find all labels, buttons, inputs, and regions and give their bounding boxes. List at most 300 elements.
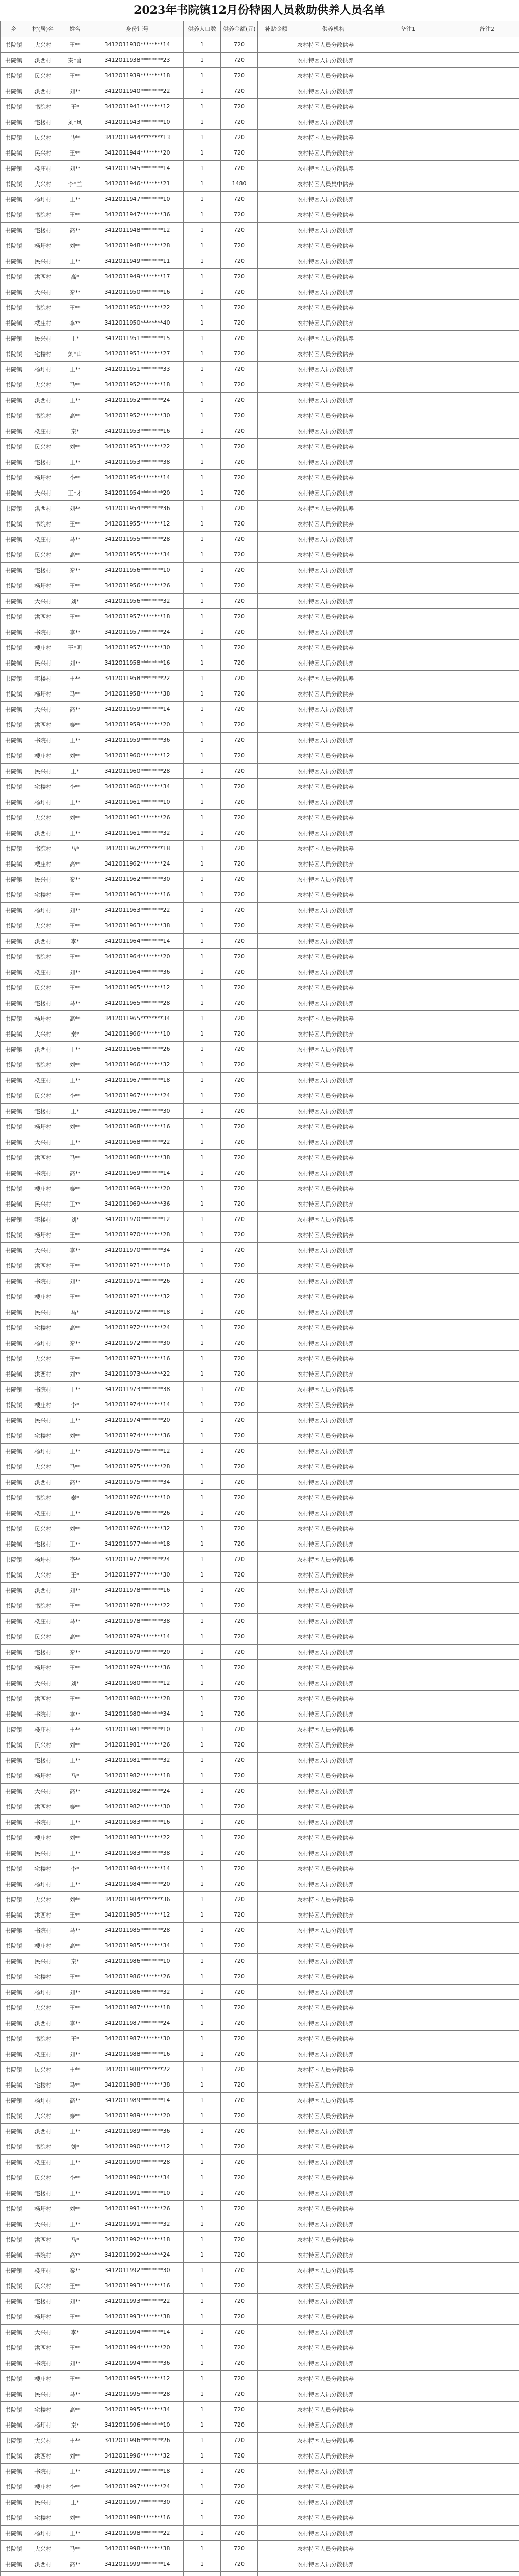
cell-remark-2 [444, 1505, 519, 1521]
cell-remark-1 [372, 624, 444, 640]
cell-remark-1 [372, 1382, 444, 1397]
cell-town: 书院镇 [1, 578, 27, 594]
cell-amount: 720 [221, 578, 258, 594]
cell-remark-1 [372, 393, 444, 408]
cell-subsidy [258, 2572, 295, 2576]
cell-amount: 720 [221, 1845, 258, 1861]
cell-town: 书院镇 [1, 995, 27, 1011]
cell-subsidy [258, 949, 295, 964]
cell-amount: 720 [221, 2062, 258, 2077]
cell-remark-2 [444, 114, 519, 130]
cell-village: 宅楼村 [27, 887, 59, 903]
table-row [1, 2278, 519, 2294]
cell-remark-2 [444, 810, 519, 825]
cell-id-number: 3412011956********32 [91, 594, 184, 609]
column-header: 补贴金额 [258, 21, 295, 37]
cell-remark-2 [444, 408, 519, 423]
cell-subsidy [258, 2263, 295, 2278]
cell-subsidy [258, 918, 295, 934]
cell-subsidy [258, 1444, 295, 1459]
table-row [1, 1861, 519, 1876]
cell-village: 楼庄村 [27, 1830, 59, 1845]
column-header: 乡 [1, 21, 27, 37]
cell-id-number: 3412011987********30 [91, 2031, 184, 2046]
cell-remark-1 [372, 1088, 444, 1104]
cell-village: 杨圩村 [27, 2526, 59, 2541]
table-row [1, 2263, 519, 2278]
cell-subsidy [258, 1954, 295, 1969]
cell-remark-2 [444, 903, 519, 918]
cell-remark-1 [372, 1212, 444, 1227]
cell-amount: 720 [221, 794, 258, 810]
table-row [1, 1165, 519, 1181]
cell-subsidy [258, 454, 295, 470]
cell-remark-2 [444, 315, 519, 331]
cell-remark-1 [372, 1104, 444, 1119]
cell-remark-2 [444, 733, 519, 748]
cell-amount: 720 [221, 1567, 258, 1583]
cell-persons: 1 [184, 1227, 221, 1243]
cell-institution: 农村特困人员分散供养 [295, 2108, 372, 2124]
cell-remark-2 [444, 1289, 519, 1304]
cell-remark-2 [444, 269, 519, 284]
cell-remark-2 [444, 671, 519, 686]
cell-institution: 农村特困人员分散供养 [295, 1737, 372, 1753]
cell-village: 杨圩村 [27, 362, 59, 377]
table-row [1, 2309, 519, 2325]
cell-remark-1 [372, 594, 444, 609]
table-row [1, 1351, 519, 1366]
cell-institution: 农村特困人员分散供养 [295, 1691, 372, 1706]
cell-id-number: 3412011984********36 [91, 1892, 184, 1907]
cell-village: 宅楼村 [27, 1104, 59, 1119]
cell-village: 楼庄村 [27, 2479, 59, 2495]
cell-town: 书院镇 [1, 2433, 27, 2448]
cell-village: 大兴村 [27, 1243, 59, 1258]
cell-persons: 1 [184, 1413, 221, 1428]
cell-subsidy [258, 1645, 295, 1660]
cell-persons: 1 [184, 1304, 221, 1320]
cell-town: 书院镇 [1, 192, 27, 207]
cell-remark-1 [372, 903, 444, 918]
cell-remark-2 [444, 377, 519, 393]
cell-id-number: 3412011957********24 [91, 624, 184, 640]
cell-id-number: 3412011991********26 [91, 2201, 184, 2216]
cell-amount: 720 [221, 2108, 258, 2124]
cell-persons: 1 [184, 1583, 221, 1598]
cell-institution: 农村特困人员分散供养 [295, 779, 372, 794]
cell-institution: 农村特困人员分散供养 [295, 640, 372, 655]
cell-remark-1 [372, 269, 444, 284]
cell-amount: 720 [221, 2185, 258, 2201]
cell-id-number: 3412011999********14 [91, 2556, 184, 2572]
cell-remark-1 [372, 130, 444, 145]
table-row [1, 423, 519, 439]
cell-subsidy [258, 1567, 295, 1583]
cell-amount: 720 [221, 532, 258, 547]
cell-remark-1 [372, 1227, 444, 1243]
cell-name: 高** [59, 702, 91, 717]
cell-persons: 1 [184, 1722, 221, 1737]
cell-institution: 农村特困人员分散供养 [295, 1598, 372, 1614]
cell-remark-2 [444, 1691, 519, 1706]
cell-persons: 1 [184, 547, 221, 563]
cell-town: 书院镇 [1, 485, 27, 501]
cell-amount: 720 [221, 2124, 258, 2139]
cell-subsidy [258, 192, 295, 207]
cell-name: 刘** [59, 439, 91, 454]
cell-institution: 农村特困人员分散供养 [295, 2247, 372, 2263]
cell-name: 刘** [59, 2201, 91, 2216]
cell-id-number: 3412011959********20 [91, 717, 184, 733]
cell-subsidy [258, 2340, 295, 2355]
cell-subsidy [258, 145, 295, 161]
table-row [1, 2325, 519, 2340]
cell-amount: 720 [221, 1722, 258, 1737]
cell-remark-2 [444, 207, 519, 223]
cell-amount: 720 [221, 764, 258, 779]
cell-subsidy [258, 1274, 295, 1289]
cell-village: 民兴村 [27, 1629, 59, 1645]
cell-name: 王** [59, 949, 91, 964]
cell-name: 王** [59, 393, 91, 408]
cell-subsidy [258, 1289, 295, 1304]
cell-amount: 720 [221, 1675, 258, 1691]
cell-remark-2 [444, 516, 519, 532]
cell-persons: 1 [184, 1567, 221, 1583]
cell-village: 宅楼村 [27, 2185, 59, 2201]
cell-amount: 720 [221, 918, 258, 934]
cell-village: 书院村 [27, 300, 59, 315]
cell-town: 书院镇 [1, 2139, 27, 2155]
cell-institution: 农村特困人员分散供养 [295, 439, 372, 454]
cell-subsidy [258, 995, 295, 1011]
cell-amount: 720 [221, 1304, 258, 1320]
cell-village: 书院村 [27, 1057, 59, 1073]
cell-id-number: 3412011994********36 [91, 2355, 184, 2371]
cell-subsidy [258, 1104, 295, 1119]
table-row [1, 300, 519, 315]
cell-village: 杨圩村 [27, 1985, 59, 2000]
cell-persons: 1 [184, 594, 221, 609]
cell-id-number: 3412011980********34 [91, 1706, 184, 1722]
cell-town: 书院镇 [1, 1073, 27, 1088]
cell-remark-2 [444, 1985, 519, 2000]
cell-name: 王** [59, 207, 91, 223]
cell-town: 书院镇 [1, 964, 27, 980]
cell-institution: 农村特困人员分散供养 [295, 1861, 372, 1876]
cell-amount: 720 [221, 856, 258, 872]
cell-village: 大兴村 [27, 2108, 59, 2124]
cell-persons: 1 [184, 2526, 221, 2541]
cell-village: 杨圩村 [27, 578, 59, 594]
cell-village: 大兴村 [27, 2000, 59, 2015]
cell-id-number: 3412011976********26 [91, 1505, 184, 1521]
cell-village: 洪西村 [27, 2556, 59, 2572]
cell-name: 王** [59, 1134, 91, 1150]
cell-name: 王** [59, 578, 91, 594]
cell-remark-2 [444, 1753, 519, 1768]
cell-id-number [91, 2572, 184, 2576]
cell-remark-1 [372, 748, 444, 764]
cell-subsidy [258, 284, 295, 300]
cell-village: 大兴村 [27, 2433, 59, 2448]
cell-name: 王** [59, 362, 91, 377]
cell-id-number: 3412011960********12 [91, 748, 184, 764]
cell-town: 书院镇 [1, 1227, 27, 1243]
cell-name: 王** [59, 2340, 91, 2355]
cell-persons: 1 [184, 2232, 221, 2247]
cell-amount: 720 [221, 315, 258, 331]
cell-amount: 720 [221, 2046, 258, 2062]
cell-town: 书院镇 [1, 532, 27, 547]
cell-remark-1 [372, 2000, 444, 2015]
cell-id-number: 3412011976********32 [91, 1521, 184, 1536]
cell-remark-2 [444, 563, 519, 578]
cell-remark-1 [372, 1536, 444, 1552]
cell-town: 书院镇 [1, 856, 27, 872]
cell-subsidy [258, 1150, 295, 1165]
cell-village: 民兴村 [27, 2170, 59, 2185]
table-row [1, 810, 519, 825]
cell-town: 书院镇 [1, 2000, 27, 2015]
cell-remark-1 [372, 872, 444, 887]
cell-name: 王** [59, 2278, 91, 2294]
cell-persons: 1 [184, 964, 221, 980]
cell-remark-1 [372, 485, 444, 501]
cell-remark-2 [444, 2402, 519, 2417]
cell-subsidy [258, 733, 295, 748]
cell-id-number: 3412011992********30 [91, 2263, 184, 2278]
cell-amount: 720 [221, 872, 258, 887]
cell-subsidy [258, 2371, 295, 2386]
cell-id-number: 3412011954********36 [91, 501, 184, 516]
cell-institution: 农村特困人员分散供养 [295, 1907, 372, 1923]
cell-name: 高** [59, 1475, 91, 1490]
cell-subsidy [258, 2464, 295, 2479]
cell-name: 秦** [59, 2108, 91, 2124]
cell-subsidy [258, 532, 295, 547]
cell-persons: 1 [184, 269, 221, 284]
cell-institution: 农村特困人员分散供养 [295, 1706, 372, 1722]
cell-id-number: 3412011971********32 [91, 1289, 184, 1304]
cell-persons: 1 [184, 1892, 221, 1907]
cell-village: 宅楼村 [27, 779, 59, 794]
cell-name: 秦** [59, 1799, 91, 1815]
cell-town: 书院镇 [1, 1675, 27, 1691]
cell-subsidy [258, 1521, 295, 1536]
cell-institution: 农村特困人员分散供养 [295, 702, 372, 717]
cell-subsidy [258, 2309, 295, 2325]
cell-town: 书院镇 [1, 1088, 27, 1104]
cell-remark-1 [372, 1042, 444, 1057]
cell-town: 书院镇 [1, 1768, 27, 1784]
cell-remark-1 [372, 671, 444, 686]
cell-persons: 1 [184, 470, 221, 485]
cell-name: 刘** [59, 1057, 91, 1073]
cell-remark-1 [372, 223, 444, 238]
cell-institution: 农村特困人员分散供养 [295, 1444, 372, 1459]
cell-persons: 1 [184, 454, 221, 470]
cell-village: 民兴村 [27, 331, 59, 346]
cell-name: 王*才 [59, 485, 91, 501]
cell-subsidy [258, 934, 295, 949]
cell-remark-2 [444, 1320, 519, 1335]
cell-institution: 农村特困人员分散供养 [295, 2077, 372, 2093]
cell-village: 宅楼村 [27, 114, 59, 130]
cell-remark-1 [372, 207, 444, 223]
cell-subsidy [258, 2247, 295, 2263]
cell-amount: 720 [221, 1954, 258, 1969]
cell-remark-1 [372, 1119, 444, 1134]
cell-persons: 1 [184, 1428, 221, 1444]
cell-persons: 1 [184, 300, 221, 315]
table-row [1, 1134, 519, 1150]
cell-amount: 720 [221, 1691, 258, 1706]
cell-id-number: 3412011951********33 [91, 362, 184, 377]
cell-persons: 1 [184, 2201, 221, 2216]
cell-subsidy [258, 1505, 295, 1521]
cell-institution: 农村特困人员分散供养 [295, 1243, 372, 1258]
cell-town: 书院镇 [1, 841, 27, 856]
cell-id-number: 3412011951********27 [91, 346, 184, 362]
cell-persons: 1 [184, 918, 221, 934]
cell-remark-2 [444, 748, 519, 764]
cell-remark-1 [372, 1876, 444, 1892]
cell-remark-1 [372, 2386, 444, 2402]
roster-table [0, 21, 519, 2576]
cell-amount: 720 [221, 964, 258, 980]
cell-subsidy [258, 2108, 295, 2124]
cell-institution: 农村特困人员分散供养 [295, 1026, 372, 1042]
cell-persons: 1 [184, 1490, 221, 1505]
cell-id-number: 3412011982********24 [91, 1784, 184, 1799]
cell-persons: 1 [184, 501, 221, 516]
cell-remark-2 [444, 1876, 519, 1892]
cell-persons: 1 [184, 1737, 221, 1753]
cell-name: 高** [59, 223, 91, 238]
cell-remark-1 [372, 2526, 444, 2541]
cell-id-number: 3412011958********16 [91, 655, 184, 671]
cell-remark-2 [444, 176, 519, 192]
cell-name: 刘** [59, 2046, 91, 2062]
cell-subsidy [258, 53, 295, 68]
cell-remark-2 [444, 1304, 519, 1320]
cell-town: 书院镇 [1, 1892, 27, 1907]
cell-persons: 1 [184, 671, 221, 686]
cell-remark-1 [372, 2402, 444, 2417]
cell-subsidy [258, 887, 295, 903]
cell-persons: 1 [184, 2479, 221, 2495]
cell-amount: 720 [221, 2371, 258, 2386]
cell-persons: 1 [184, 2031, 221, 2046]
cell-amount: 720 [221, 1706, 258, 1722]
cell-remark-2 [444, 362, 519, 377]
cell-amount: 720 [221, 655, 258, 671]
table-row [1, 825, 519, 841]
cell-name: 秦** [59, 563, 91, 578]
cell-remark-1 [372, 1660, 444, 1675]
cell-name: 秦* [59, 1490, 91, 1505]
cell-town: 书院镇 [1, 393, 27, 408]
cell-id-number: 3412011958********38 [91, 686, 184, 702]
table-row [1, 1397, 519, 1413]
cell-id-number: 3412011957********18 [91, 609, 184, 624]
cell-id-number: 3412011943********10 [91, 114, 184, 130]
cell-village: 杨圩村 [27, 686, 59, 702]
cell-town: 书院镇 [1, 2031, 27, 2046]
cell-remark-2 [444, 454, 519, 470]
cell-town: 书院镇 [1, 269, 27, 284]
cell-id-number: 3412011953********22 [91, 439, 184, 454]
cell-name: 刘** [59, 501, 91, 516]
cell-amount: 720 [221, 779, 258, 794]
cell-remark-1 [372, 1196, 444, 1212]
cell-town: 书院镇 [1, 1444, 27, 1459]
cell-town: 书院镇 [1, 717, 27, 733]
cell-name: 王** [59, 2124, 91, 2139]
cell-remark-1 [372, 1552, 444, 1567]
table-row [1, 1104, 519, 1119]
cell-remark-1 [372, 547, 444, 563]
cell-id-number: 3412011981********26 [91, 1737, 184, 1753]
column-header: 备注1 [372, 21, 444, 37]
cell-persons: 1 [184, 130, 221, 145]
cell-remark-1 [372, 2139, 444, 2155]
cell-amount: 720 [221, 2170, 258, 2185]
cell-id-number: 3412011962********30 [91, 872, 184, 887]
cell-remark-1 [372, 980, 444, 995]
cell-id-number: 3412011967********24 [91, 1088, 184, 1104]
cell-village: 洪西村 [27, 2124, 59, 2139]
cell-name: 王** [59, 794, 91, 810]
cell-town: 书院镇 [1, 2062, 27, 2077]
table-row [1, 671, 519, 686]
cell-remark-1 [372, 2046, 444, 2062]
cell-subsidy [258, 1459, 295, 1475]
cell-id-number: 3412011938********23 [91, 53, 184, 68]
cell-town: 书院镇 [1, 1629, 27, 1645]
cell-persons: 1 [184, 2340, 221, 2355]
cell-subsidy [258, 2000, 295, 2015]
cell-subsidy [258, 624, 295, 640]
cell-amount: 720 [221, 1289, 258, 1304]
cell-remark-2 [444, 1737, 519, 1753]
table-row [1, 2139, 519, 2155]
cell-remark-2 [444, 964, 519, 980]
table-row [1, 1196, 519, 1212]
cell-institution: 农村特困人员分散供养 [295, 2417, 372, 2433]
cell-persons: 1 [184, 83, 221, 99]
cell-persons: 1 [184, 238, 221, 253]
cell-remark-2 [444, 2340, 519, 2355]
table-row [1, 1876, 519, 1892]
cell-amount: 720 [221, 1119, 258, 1134]
cell-id-number: 3412011955********34 [91, 547, 184, 563]
cell-amount: 720 [221, 934, 258, 949]
table-row [1, 1536, 519, 1552]
cell-town: 书院镇 [1, 454, 27, 470]
cell-id-number: 3412011961********26 [91, 810, 184, 825]
cell-village: 民兴村 [27, 1521, 59, 1536]
cell-remark-1 [372, 2479, 444, 2495]
cell-institution: 农村特困人员分散供养 [295, 130, 372, 145]
cell-remark-2 [444, 2448, 519, 2464]
document-title: 2023年书院镇12月份特困人员救助供养人员名单 [134, 4, 385, 17]
cell-institution: 农村特困人员分散供养 [295, 1258, 372, 1274]
table-row [1, 2386, 519, 2402]
table-row [1, 83, 519, 99]
